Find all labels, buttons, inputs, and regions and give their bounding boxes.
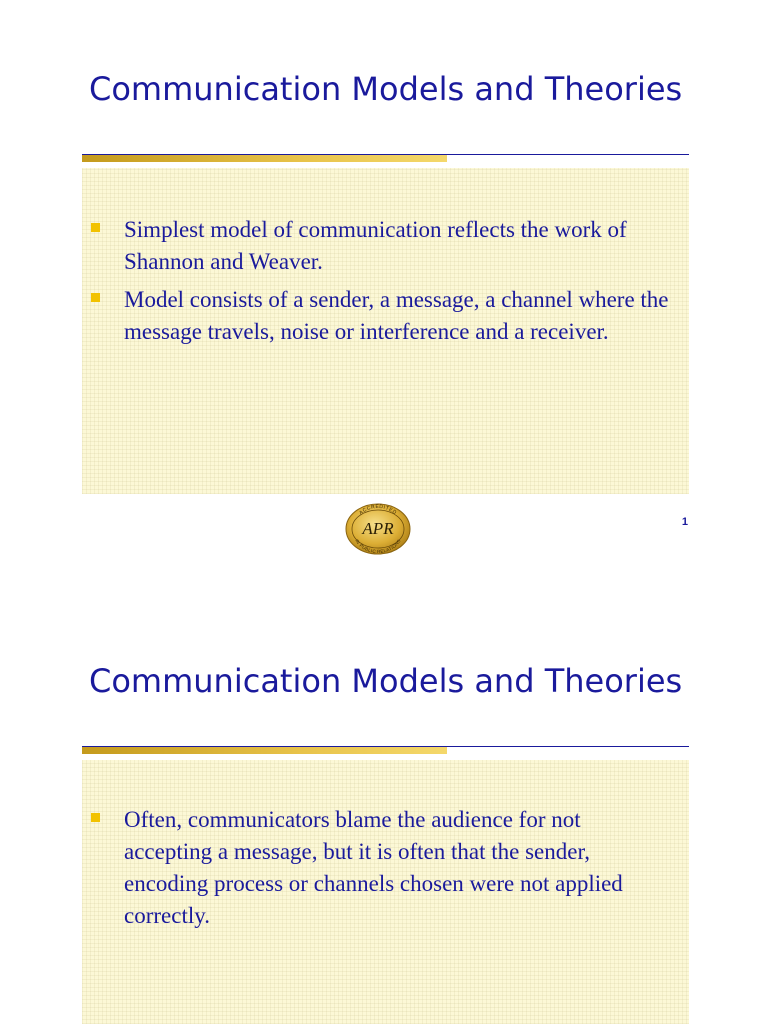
bullet-text: Often, communicators blame the audience for not accepting a message, but it is often that the sender, encoding process or channels chosen were not applied correctly. bbox=[124, 807, 623, 928]
logo-main-text: APR bbox=[362, 519, 394, 538]
square-bullet-icon bbox=[91, 293, 100, 302]
title-divider-gold-bar bbox=[82, 747, 447, 754]
content-box bbox=[82, 168, 689, 494]
slide-title: Communication Models and Theories bbox=[89, 662, 683, 700]
bullet-text: Simplest model of communication reflects the work of Shannon and Weaver. bbox=[124, 217, 627, 274]
square-bullet-icon bbox=[91, 223, 100, 232]
slide-2 bbox=[0, 592, 768, 1024]
square-bullet-icon bbox=[91, 813, 100, 822]
logo-arc-bottom-text: IN PUBLIC RELATIONS bbox=[354, 538, 402, 555]
logo-arc-top-text: ACCREDITED bbox=[358, 503, 398, 517]
page-number: 1 bbox=[681, 516, 688, 528]
bullet-text: Model consists of a sender, a message, a channel where the message travels, noise or interference and a receiver. bbox=[124, 287, 669, 344]
slide-title: Communication Models and Theories bbox=[89, 70, 683, 108]
bullet-list bbox=[82, 214, 689, 354]
content-box bbox=[82, 760, 689, 1024]
bullet-list bbox=[82, 804, 689, 938]
title-divider bbox=[82, 154, 689, 163]
bullet-item bbox=[82, 284, 689, 348]
title-divider-gold-bar bbox=[82, 155, 447, 162]
apr-seal-icon bbox=[343, 502, 413, 556]
bullet-item bbox=[82, 214, 689, 278]
title-divider bbox=[82, 746, 689, 755]
bullet-item bbox=[82, 804, 689, 932]
